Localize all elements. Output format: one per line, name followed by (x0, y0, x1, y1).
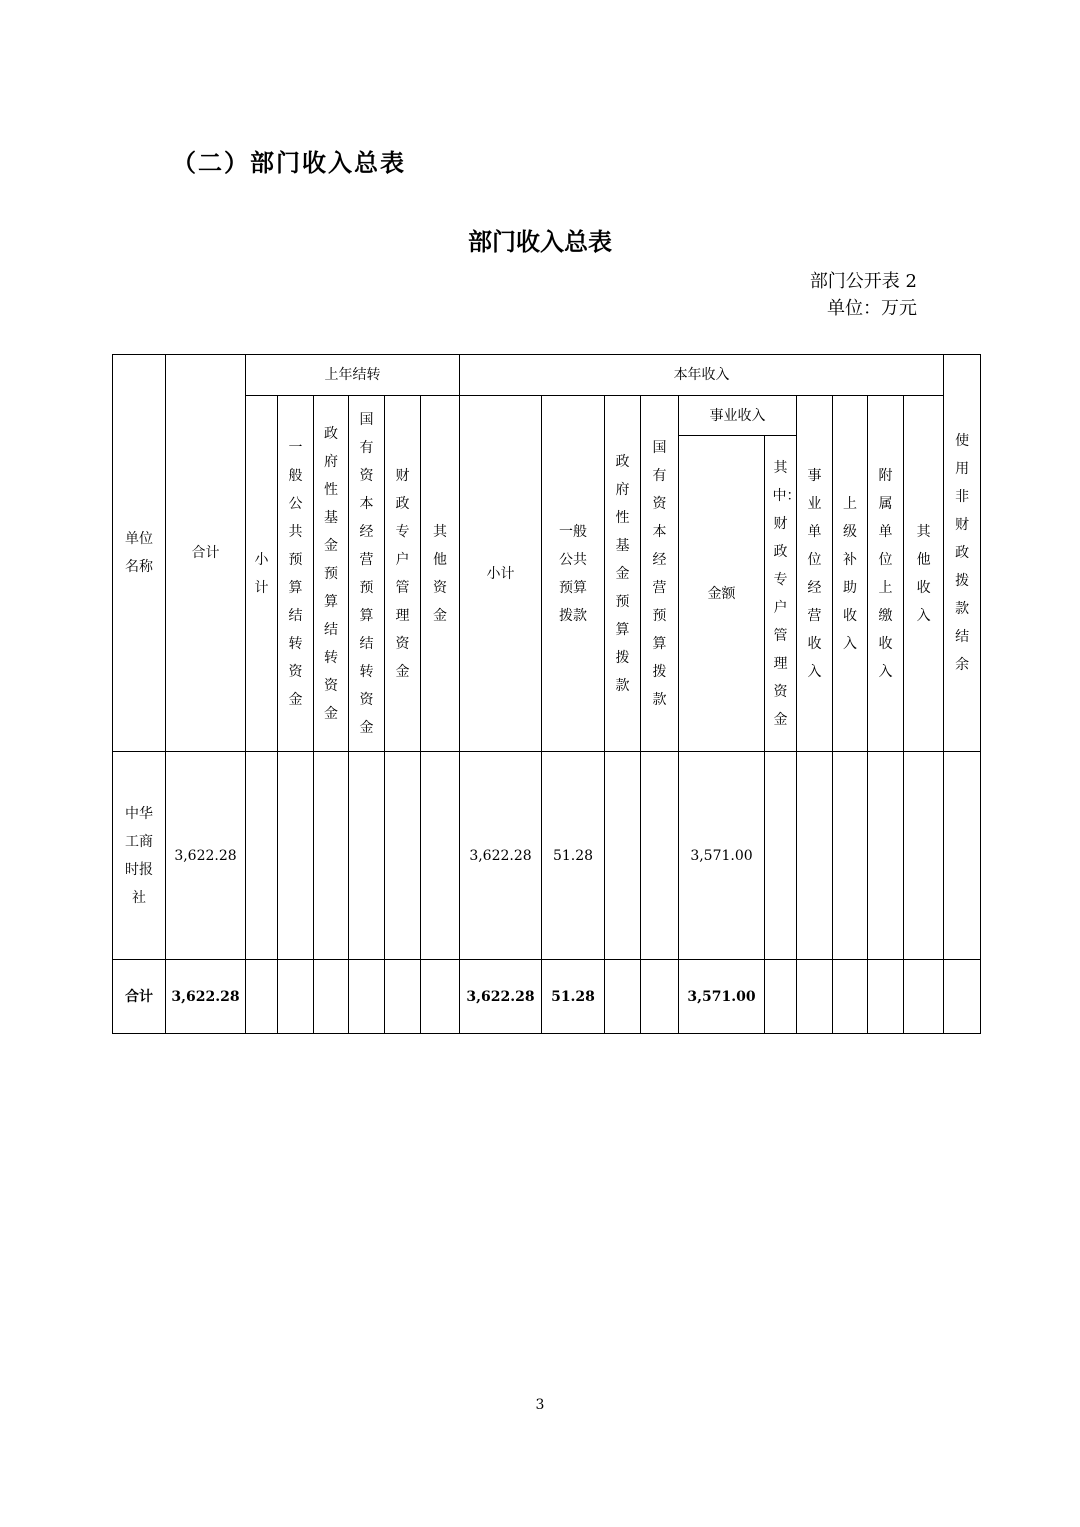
table-row (113, 752, 981, 960)
header-state-capital-appropriation: 国有资本经营预算拨款 (641, 396, 679, 752)
row-general-appropriation: 51.28 (542, 752, 605, 960)
empty-cell (314, 960, 349, 1034)
header-general-budget-carry: 一般公共预算结转资金 (278, 396, 314, 752)
empty-cell (278, 752, 314, 960)
table-meta (810, 268, 917, 322)
row-total: 3,622.28 (166, 752, 246, 960)
total-row-business-amount: 3,571.00 (679, 960, 765, 1034)
header-business-income: 事业收入 (679, 396, 797, 436)
header-subsidiary-turnover: 附属单位上缴收入 (868, 396, 904, 752)
header-of-which-fiscal: 其中：财政专户管理资金 (765, 436, 797, 752)
header-curr-year: 本年收入 (460, 355, 944, 396)
empty-cell (833, 960, 868, 1034)
header-state-capital-carry: 国有资本经营预算结转资金 (349, 396, 385, 752)
row-curr-subtotal: 3,622.28 (460, 752, 542, 960)
header-general-appropriation: 一般公共预算拨款 (542, 396, 605, 752)
empty-cell (868, 752, 904, 960)
total-row-general-appropriation: 51.28 (542, 960, 605, 1034)
empty-cell (314, 752, 349, 960)
row-unit-name: 中华工商时报社 (113, 752, 166, 960)
unit-label: 单位：万元 (827, 298, 917, 319)
header-superior-subsidy: 上级补助收入 (833, 396, 868, 752)
section-heading: （二）部门收入总表 (172, 149, 406, 177)
header-prev-subtotal: 小计 (246, 396, 278, 752)
header-total: 合计 (166, 355, 246, 752)
empty-cell (421, 752, 460, 960)
page-number: 3 (535, 1397, 545, 1413)
empty-cell (904, 960, 944, 1034)
empty-cell (868, 960, 904, 1034)
empty-cell (421, 960, 460, 1034)
empty-cell (605, 960, 641, 1034)
total-row-curr-subtotal: 3,622.28 (460, 960, 542, 1034)
empty-cell (765, 752, 797, 960)
empty-cell (833, 752, 868, 960)
empty-cell (385, 752, 421, 960)
header-fiscal-special-mgmt: 财政专户管理资金 (385, 396, 421, 752)
table-code: 部门公开表 2 (809, 271, 917, 292)
header-amount: 金额 (679, 436, 765, 752)
row-business-amount: 3,571.00 (679, 752, 765, 960)
income-summary-table (112, 354, 981, 1034)
empty-cell (797, 752, 833, 960)
header-other-income: 其他收入 (904, 396, 944, 752)
empty-cell (605, 752, 641, 960)
header-curr-subtotal: 小计 (460, 396, 542, 752)
header-other-funds: 其他资金 (421, 396, 460, 752)
empty-cell (904, 752, 944, 960)
total-row-total: 3,622.28 (166, 960, 246, 1034)
empty-cell (349, 752, 385, 960)
empty-cell (944, 960, 981, 1034)
table-title: 部门收入总表 (468, 228, 612, 256)
empty-cell (765, 960, 797, 1034)
empty-cell (278, 960, 314, 1034)
empty-cell (944, 752, 981, 960)
empty-cell (641, 960, 679, 1034)
empty-cell (385, 960, 421, 1034)
header-business-unit-operation: 事业单位经营收入 (797, 396, 833, 752)
header-unit-name: 单位名称 (113, 355, 166, 752)
empty-cell (349, 960, 385, 1034)
header-prev-year: 上年结转 (246, 355, 460, 396)
total-row-label: 合计 (113, 960, 166, 1034)
empty-cell (797, 960, 833, 1034)
empty-cell (246, 752, 278, 960)
total-row (113, 960, 981, 1034)
header-gov-fund-appropriation: 政府性基金预算拨款 (605, 396, 641, 752)
header-non-fiscal-balance: 使用非财政拨款结余 (944, 355, 981, 752)
empty-cell (246, 960, 278, 1034)
empty-cell (641, 752, 679, 960)
header-gov-fund-carry: 政府性基金预算结转资金 (314, 396, 349, 752)
